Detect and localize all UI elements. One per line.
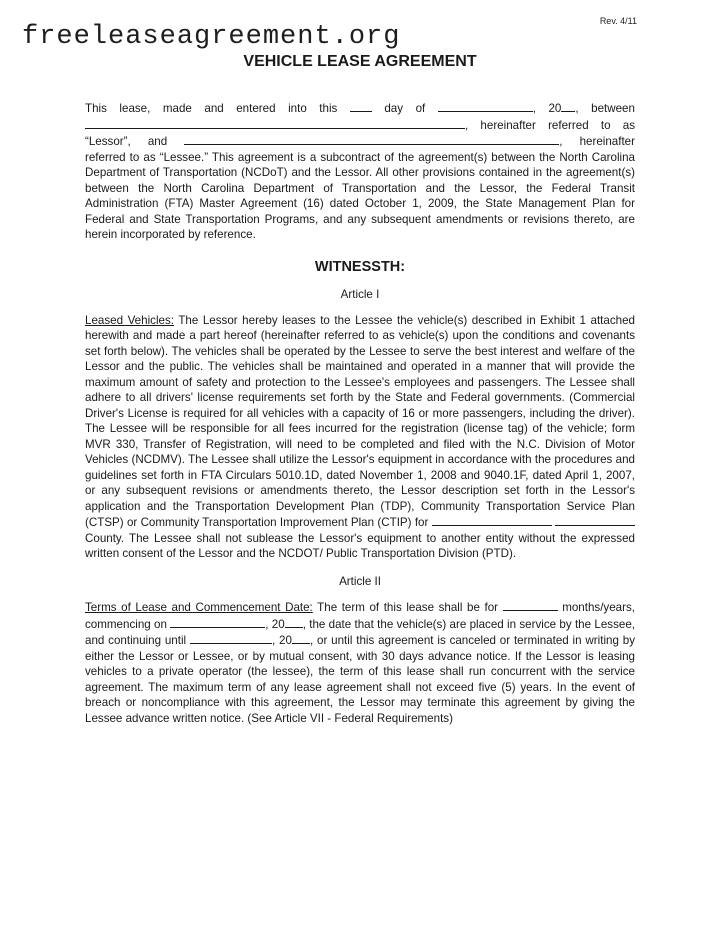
watermark-text: freeleaseagreement.org	[22, 22, 401, 52]
revision-label: Rev. 4/11	[599, 16, 637, 26]
ctip-blank	[432, 514, 552, 526]
intro-paragraph: This lease, made and entered into this day of , 20 , between , hereinafter referred to as “Lessor”, and , hereinafter referred to as “Lessee.” This agreement is a subcontract of the agreement(s) between the North Carolina Department of Transportation (NCDoT) and the Lessor. All other provisions contained in the agreement(s) between the North Carolina Department of Transportation and the Lessor, the Federal Transit Administration (FTA) Master Agreement (16) dated October 1, 2009, the State Management Plan for Federal and State Transportation Programs, and any subsequent amendments or revisions thereto, are herein incorporated by reference.	[85, 102, 635, 241]
article-1-heading: Article I	[340, 288, 380, 301]
day-blank	[350, 100, 372, 112]
article-1-paragraph: Leased Vehicles: The Lessor hereby leases to the Lessee the vehicle(s) described in Exhibit 1 attached herewith and made a part hereof (hereinafter referred to as vehicle(s) upon the conditions and covenants set forth below). The vehicles shall be operated by the Lessee to serve the best interest and welfare of the Lessor and the public. The vehicles shall be maintained and operated in a manner that will provide the maximum amount of safety and protection to the Lessee's employees and passengers. The Lessee shall adhere to all drivers' license requirements set forth by the State and Federal governments. (Commercial Driver's License is required for all vehicles with a capacity of 16 or more passengers, including the driver). The Lessee will be responsible for all fees incurred for the registration (license tag) of the vehicle; form MVR 330, Transfer of Registration, will need to be completed and filed with the N.C. Division of Motor Vehicles (NCDMV). The Lessee shall utilize the Lessor's equipment in accordance with the procedures and guidelines set forth in FTA Circulars 5010.1D, dated November 1, 2008 and 9040.1F, dated April 1, 2007, or any subsequent revisions or amendments thereto, the Lessor description set forth in the Lessor's application and the Transportation Development Plan (TDP), Community Transportation Service Plan (CTSP) or Community Transportation Improvement Plan (CTIP) for County. The Lessee shall not sublease the Lessor's equipment to another entity without the expressed written consent of the Lessor and the NCDOT/ Public Transportation Division (PTD).	[85, 313, 635, 560]
county-blank	[555, 514, 635, 526]
article-2-paragraph: Terms of Lease and Commencement Date: The term of this lease shall be for months/years, commencing on , 20 , the date that the vehicle(s) are placed in service by the Lessee, and continuing until , 20 , or until this agreement is canceled or terminated in writing by either the Lessor or Lessee, or by mutual consent, with 30 days advance notice. If the Lessor is leasing vehicles to a private operator (the lessee), the term of this lease shall run concurrent with the service agreement. The maximum term of any lease agreement shall not exceed five (5) years. In the event of breach or noncompliance with this agreement, the Lessor may terminate this agreement by giving the Lessee advance written notice. (See Article VII - Federal Requirements)	[85, 601, 635, 725]
term-length-blank	[503, 599, 558, 611]
end-date-blank	[190, 632, 272, 644]
month-blank	[438, 100, 533, 112]
year-blank	[561, 100, 575, 112]
end-year-blank	[292, 632, 310, 644]
leased-vehicles-lead: Leased Vehicles:	[85, 313, 174, 327]
document-body	[85, 100, 635, 726]
lessee-name-blank	[184, 133, 559, 145]
document-title: VEHICLE LEASE AGREEMENT	[243, 53, 477, 70]
commence-date-blank	[170, 616, 265, 628]
article-2-heading: Article II	[339, 574, 381, 588]
commence-year-blank	[285, 616, 303, 628]
terms-lead: Terms of Lease and Commencement Date:	[85, 601, 313, 614]
lessor-name-blank	[85, 117, 465, 129]
witnessth-heading: WITNESSTH:	[314, 258, 406, 275]
